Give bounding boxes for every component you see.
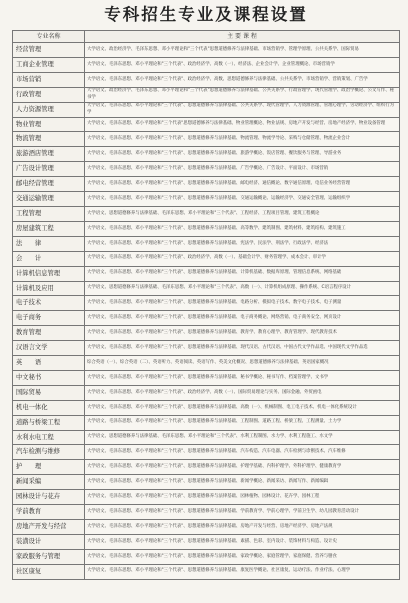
major-name-cell: 旅游酒店管理	[13, 147, 85, 162]
courses-cell: 大学语文、毛泽东思想、邓小平理论和"三个代表"、政治经济学、高数（一）、国际贸易理论与实务、国际金融、外贸函电	[85, 385, 400, 400]
table-row	[13, 87, 400, 102]
table-row	[13, 564, 400, 579]
courses-cell: 大学语文、毛泽东思想、邓小平理论和"三个代表"、思想道德修养与法律基础、物流管理、物流学导论、采购与仓储管理、物流企业会计	[85, 132, 400, 147]
courses-cell: 大学语文、毛泽东思想、邓小平理论和"三个代表"、思想道德修养与法律基础、新闻学概论、新闻采访、新闻写作、新闻编辑	[85, 475, 400, 490]
major-name-cell: 英 语	[13, 356, 85, 371]
page-title: 专科招生专业及课程设置	[104, 5, 308, 24]
courses-cell: 大学语文、毛泽东思想、邓小平理论和"三个代表"、思想道德修养与法律基础、汽车构造、汽车电器、汽车检测与诊断技术、汽车维修	[85, 445, 400, 460]
table-row	[13, 281, 400, 296]
major-name-cell: 会 计	[13, 251, 85, 266]
curriculum-table	[12, 30, 400, 580]
major-name-cell: 新闻采编	[13, 475, 85, 490]
table-row	[13, 475, 400, 490]
major-name-cell: 工程管理	[13, 206, 85, 221]
table-row	[13, 445, 400, 460]
table-row	[13, 177, 400, 192]
courses-cell: 大学语文、毛泽东思想、邓小平理论和"三个代表"、思想道德修养与法律基础、旅游学概论、饭店管理、餐饮服务与管理、导游业务	[85, 147, 400, 162]
courses-cell: 大学语文、毛泽东思想、邓小平理论和"三个代表"思想道德修养与法律基础、物业管理概论、物业法规、房地产开发与经营、房地产经济学、物业设备管理	[85, 117, 400, 132]
major-name-cell: 汽车检测与维修	[13, 445, 85, 460]
table-row	[13, 415, 400, 430]
major-name-cell: 人力资源管理	[13, 102, 85, 117]
major-name-cell: 护 理	[13, 460, 85, 475]
table-row	[13, 132, 400, 147]
courses-cell: 大学语文、毛泽东思想、邓小平理论和"三个代表"、思想道德修养与法律基础、房地产开发与经营、房地产经济学、房地产法规	[85, 520, 400, 535]
courses-cell: 大学语文、毛泽东思想、邓小平理论和"三个代表"、政治经济学、高数、思想道德修养与法律基础、公共关系学、市场营销学、营销策划、广告学	[85, 72, 400, 87]
major-name-cell: 物流管理	[13, 132, 85, 147]
major-name-cell: 电子技术	[13, 296, 85, 311]
major-name-cell: 交通运输管理	[13, 192, 85, 207]
table-row	[13, 460, 400, 475]
courses-cell: 大学语文、毛泽东思想、邓小平理论和"三个代表"、思想道德修养与法律基础、广告学概论、广告设计、平面设计、市场营销	[85, 162, 400, 177]
major-name-cell: 计算机信息管理	[13, 266, 85, 281]
courses-cell: 大学语文、毛泽东思想、邓小平理论和"三个代表"、思想道德修养与法律基础、公共关系学、现代管理学、人力资源管理、管理心理学、劳动经济学、组织行为学	[85, 102, 400, 117]
major-name-cell: 社区康复	[13, 564, 85, 579]
courses-cell: 大学语文、思想道德修养与法律基础、毛泽东思想、邓小平理论和"三个代表"、水利工程制图、水力学、水利工程施工、水文学	[85, 430, 400, 445]
courses-cell: 大学语文、毛泽东思想、邓小平理论和"三个代表"、思想道德修养与法律基础、计算机基础、数据库原理、管理信息系统、网络基础	[85, 266, 400, 281]
table-row	[13, 370, 400, 385]
header-main-courses: 主 要 课 程	[85, 31, 400, 43]
table-row	[13, 385, 400, 400]
courses-cell: 大学语文、毛泽东思想、邓小平理论和"三个代表"、思想道德修养与法律基础、素描、色彩、室内设计、装饰材料与构造、设计史	[85, 534, 400, 549]
courses-cell: 大学语文、思想道德修养与法律基础、毛泽东思想、邓小平理论和"三个代表"、高数（一）、计算机组成原理、操作系统、C语言程序设计	[85, 281, 400, 296]
table-row	[13, 206, 400, 221]
major-name-cell: 经营管理	[13, 43, 85, 58]
courses-cell: 大学语文、毛泽东思想、邓小平理论和"三个代表"、思想道德修养与法律基础、工程制图、道路工程、桥梁工程、工程测量、土力学	[85, 415, 400, 430]
courses-cell: 大学语文、毛泽东思想、邓小平理论和"三个代表"、思想道德修养与法律基础、交通运输概论、运输经济学、交通安全管理、运输组织学	[85, 192, 400, 207]
courses-cell: 大学语文、毛泽东思想、邓小平理论和"三个代表"、思想道德修养与法律基础、高数（一）、机械制图、电工电子技术、机电一体化系统设计	[85, 400, 400, 415]
courses-cell: 大学语文、政治经济学、毛泽东思想、邓小平理论和"三个代表"思想道德修养与法律基础、市场营销学、管理学原理、公共关系学、国际贸易	[85, 43, 400, 58]
courses-cell: 大学语文、毛泽东思想、邓小平理论和"三个代表"、思想道德修养与法律基础、园林植物、园林设计、花卉学、园林工程	[85, 490, 400, 505]
table-row	[13, 72, 400, 87]
courses-cell: 大学语文、毛泽东思想、邓小平理论和"三个代表"、思想道德修养与法律基础、家政学概论、家庭管理学、家庭保健、营养与膳食	[85, 549, 400, 564]
courses-cell: 综合英语（一）、综合英语（二）、英语听力、英语阅读、英语写作、英美文化概况、思想道德修养与法律基础、英语国家概况	[85, 356, 400, 371]
courses-cell: 大学语文、思想道德修养与法律基础、毛泽东思想、邓小平理论和"三个代表"、工程经济、工程项目管理、建筑工程概论	[85, 206, 400, 221]
table-row	[13, 266, 400, 281]
table-row	[13, 430, 400, 445]
table-row	[13, 311, 400, 326]
table-row	[13, 400, 400, 415]
courses-cell: 大学语文、毛泽东思想、邓小平理论和"三个代表"、思想道德修养与法律基础、教育学、教育心理学、教育管理学、现代教育技术	[85, 326, 400, 341]
major-name-cell: 道路与桥梁工程	[13, 415, 85, 430]
table-row	[13, 505, 400, 520]
major-name-cell: 教育管理	[13, 326, 85, 341]
table-row	[13, 117, 400, 132]
major-name-cell: 计算机及应用	[13, 281, 85, 296]
table-row	[13, 341, 400, 356]
major-name-cell: 国际贸易	[13, 385, 85, 400]
table-body	[13, 43, 400, 580]
table-row	[13, 534, 400, 549]
major-name-cell: 学前教育	[13, 505, 85, 520]
major-name-cell: 水利水电工程	[13, 430, 85, 445]
major-name-cell: 房屋建筑工程	[13, 221, 85, 236]
table-row	[13, 296, 400, 311]
header-major-name: 专业名称	[13, 31, 85, 43]
major-name-cell: 园林设计与花卉	[13, 490, 85, 505]
major-name-cell: 房地产开发与经营	[13, 520, 85, 535]
table-row	[13, 43, 400, 58]
major-name-cell: 工商企业管理	[13, 57, 85, 72]
major-name-cell: 装潢设计	[13, 534, 85, 549]
table-row	[13, 251, 400, 266]
courses-cell: 大学语文、毛泽东思想、邓小平理论和"三个代表"、思想道德修养与法律基础、康复医学概论、社区康复、运动疗法、作业疗法、心理学	[85, 564, 400, 579]
table-row	[13, 57, 400, 72]
table-row	[13, 162, 400, 177]
table-row	[13, 356, 400, 371]
table-row	[13, 549, 400, 564]
major-name-cell: 家政服务与管理	[13, 549, 85, 564]
courses-cell: 大学语文、毛泽东思想、邓小平理论和"三个代表"、思想道德修养与法律基础、邮电经济、通信概论、数字通信原理、电信业务经营管理	[85, 177, 400, 192]
major-name-cell: 行政管理	[13, 87, 85, 102]
major-name-cell: 中文秘书	[13, 370, 85, 385]
table-header-row	[13, 31, 400, 43]
table-row	[13, 520, 400, 535]
courses-cell: 大学语文、毛泽东思想、邓小平理论和"三个代表"、思想道德修养与法律基础、学前教育学、学前心理学、学前卫生学、幼儿园教育活动设计	[85, 505, 400, 520]
major-name-cell: 广告设计管理	[13, 162, 85, 177]
courses-cell: 大学语文、毛泽东思想、邓小平理论和"三个代表"、政治经济学、高数（一）、基础会计学、财务管理学、成本会计、审计学	[85, 251, 400, 266]
major-name-cell: 汉语言文学	[13, 341, 85, 356]
major-name-cell: 机电一体化	[13, 400, 85, 415]
courses-cell: 大学语文、毛泽东思想、邓小平理论和"三个代表"、思想道德修养与法律基础、护理学基础、内科护理学、外科护理学、健康教育学	[85, 460, 400, 475]
courses-cell: 大学语文、毛泽东思想、邓小平理论和"三个代表"、思想道德修养与法律基础、高等数学、建筑制图、建筑材料、建筑结构、建筑施工	[85, 221, 400, 236]
major-name-cell: 法 律	[13, 236, 85, 251]
courses-cell: 大学语文、毛泽东思想、邓小平理论和"三个代表"、思想道德修养与法律基础、电路分析、模拟电子技术、数字电子技术、电子测量	[85, 296, 400, 311]
table-row	[13, 236, 400, 251]
courses-cell: 大学语文、毛泽东思想、邓小平理论和"三个代表"、思想道德修养与法律基础、秘书学概论、秘书写作、档案管理学、文书学	[85, 370, 400, 385]
courses-cell: 大学语文、毛泽东思想、邓小平理论和"三个代表"、政治经济学、高数（一）、经济法、企业会计学、企业管理概论、市场营销学	[85, 57, 400, 72]
table-row	[13, 490, 400, 505]
major-name-cell: 邮电经营管理	[13, 177, 85, 192]
table-row	[13, 102, 400, 117]
table-row	[13, 326, 400, 341]
table-row	[13, 221, 400, 236]
major-name-cell: 物业管理	[13, 117, 85, 132]
major-name-cell: 电子商务	[13, 311, 85, 326]
courses-cell: 大学语文、毛泽东思想、邓小平理论和"三个代表"、思想道德修养与法律基础、宪法学、民法学、刑法学、行政法学、经济法	[85, 236, 400, 251]
courses-cell: 大学语文、毛泽东思想、邓小平理论和"三个代表"、思想道德修养与法律基础、现代汉语、古代汉语、中国古代文学作品选、中国现代文学作品选	[85, 341, 400, 356]
major-name-cell: 市场营销	[13, 72, 85, 87]
courses-cell: 大学语文、毛泽东思想、邓小平理论和"三个代表"、思想道德修养与法律基础、电子商务概论、网络营销、电子商务安全、网页设计	[85, 311, 400, 326]
courses-cell: 大学语文、政治经济学、毛泽东思想、邓小平理论和"三个代表"思想道德修养与法律基础、公共关系学、行政管理学、现代管理学、政治学概论、公文写作、秘书学	[85, 87, 400, 102]
table-row	[13, 192, 400, 207]
table-row	[13, 147, 400, 162]
